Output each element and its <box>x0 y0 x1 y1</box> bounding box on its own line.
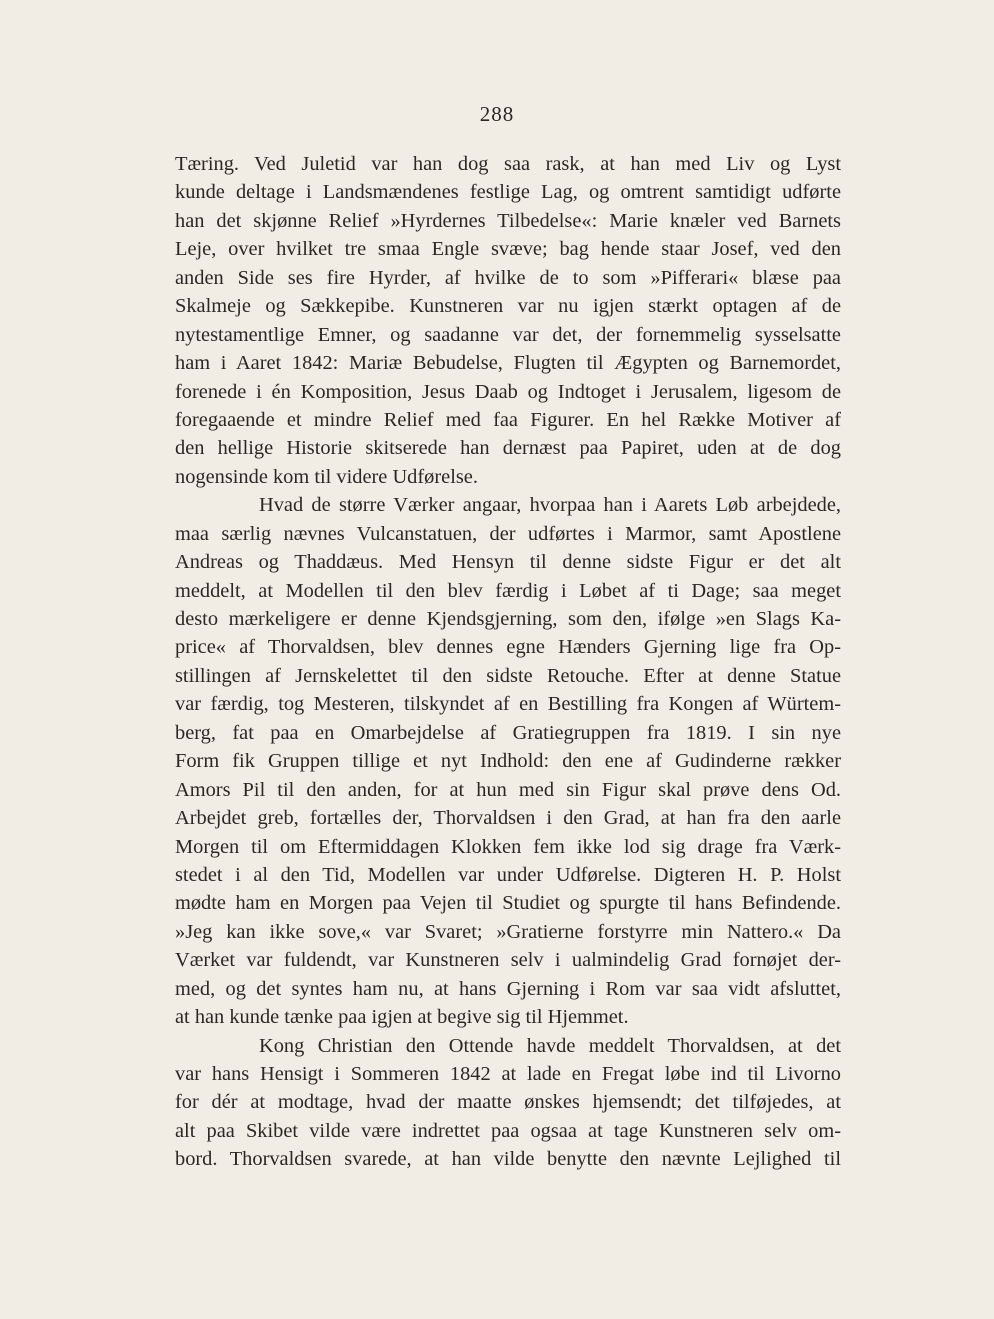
text-line: alt paa Skibet vilde være indrettet paa ogsaa at tage Kunstneren selv om- <box>175 1119 841 1142</box>
text-line: kunde deltage i Landsmændenes festlige Lag, og omtrent samtidigt udførte <box>175 181 841 204</box>
text-line: for dér at modtage, hvad der maatte ønskes hjemsendt; det tilføjedes, at <box>175 1091 841 1114</box>
text-line: Morgen til om Eftermiddagen Klokken fem ikke lod sig drage fra Værk- <box>175 835 841 858</box>
text-line: forenede i én Komposition, Jesus Daab og Indtoget i Jerusalem, ligesom de <box>175 380 841 403</box>
text-line: var hans Hensigt i Sommeren 1842 at lade en Fregat løbe ind til Livorno <box>175 1063 841 1085</box>
text-line: Andreas og Thaddæus. Med Hensyn til denne sidste Figur er det alt <box>175 551 841 574</box>
text-line: Amors Pil til den anden, for at hun med sin Figur skal prøve dens Od. <box>175 778 841 801</box>
text-line: Arbejdet greb, fortælles der, Thorvaldsen i den Grad, at han fra den aarle <box>175 807 841 830</box>
text-line: Form fik Gruppen tillige et nyt Indhold: den ene af Gudinderne rækker <box>175 750 841 773</box>
text-line: anden Side ses fire Hyrder, af hvilke de to som »Pifferari« blæse paa <box>175 266 841 289</box>
text-line: Værket var fuldendt, var Kunstneren selv i ualmindelig Grad fornøjet der- <box>175 949 841 972</box>
paragraph-2 <box>175 491 841 1031</box>
text-line: price« af Thorvaldsen, blev dennes egne Hænders Gjerning lige fra Op- <box>175 636 841 659</box>
text-line: mødte ham en Morgen paa Vejen til Studiet og spurgte til hans Befindende. <box>175 892 841 915</box>
text-line: at han kunde tænke paa igjen at begive sig til Hjemmet. <box>175 1006 629 1029</box>
paragraph-3 <box>175 1032 841 1174</box>
text-line: ham i Aaret 1842: Mariæ Bebudelse, Flugten til Ægypten og Barnemordet, <box>175 352 841 375</box>
text-line: Kong Christian den Ottende havde meddelt Thorvaldsen, at det <box>259 1034 841 1057</box>
text-line: han det skjønne Relief »Hyrdernes Tilbedelse«: Marie knæler ved Barnets <box>175 209 841 232</box>
text-line: berg, fat paa en Omarbejdelse af Gratiegruppen fra 1819. I sin nye <box>175 721 841 744</box>
text-line: Skalmeje og Sækkepibe. Kunstneren var nu igjen stærkt optagen af de <box>175 295 841 318</box>
text-line: Leje, over hvilket tre smaa Engle svæve; bag hende staar Josef, ved den <box>175 238 841 261</box>
text-line: bord. Thorvaldsen svarede, at han vilde benytte den nævnte Lejlighed til <box>175 1148 841 1171</box>
text-line: den hellige Historie skitserede han dernæst paa Papiret, uden at de dog <box>175 437 841 460</box>
body-text <box>175 150 841 1174</box>
text-line: nogensinde kom til videre Udførelse. <box>175 465 478 488</box>
text-line: stedet i al den Tid, Modellen var under Udførelse. Digteren H. P. Holst <box>175 863 841 886</box>
text-line: Hvad de større Værker angaar, hvorpaa han i Aarets Løb arbejdede, <box>259 494 841 517</box>
paragraph-1 <box>175 150 841 491</box>
text-line: var færdig, tog Mesteren, tilskyndet af en Bestilling fra Kongen af Würtem- <box>175 693 841 716</box>
text-line: »Jeg kan ikke sove,« var Svaret; »Gratierne forstyrre min Nattero.« Da <box>175 920 841 943</box>
text-line: maa særlig nævnes Vulcanstatuen, der udførtes i Marmor, samt Apostlene <box>175 522 841 545</box>
text-line: meddelt, at Modellen til den blev færdig i Løbet af ti Dage; saa meget <box>175 579 841 602</box>
page-number: 288 <box>479 102 515 126</box>
text-line: desto mærkeligere er denne Kjendsgjerning, som den, ifølge »en Slags Ka- <box>175 608 841 630</box>
text-line: foregaaende et mindre Relief med faa Figurer. En hel Række Motiver af <box>175 408 841 431</box>
text-line: nytestamentlige Emner, og saadanne var det, der fornemmelig sysselsatte <box>175 323 841 346</box>
text-line: Tæring. Ved Juletid var han dog saa rask, at han med Liv og Lyst <box>175 153 841 175</box>
text-line: stillingen af Jernskelettet til den sidste Retouche. Efter at denne Statue <box>175 664 841 687</box>
text-line: med, og det syntes ham nu, at hans Gjerning i Rom var saa vidt afsluttet, <box>175 977 841 1000</box>
